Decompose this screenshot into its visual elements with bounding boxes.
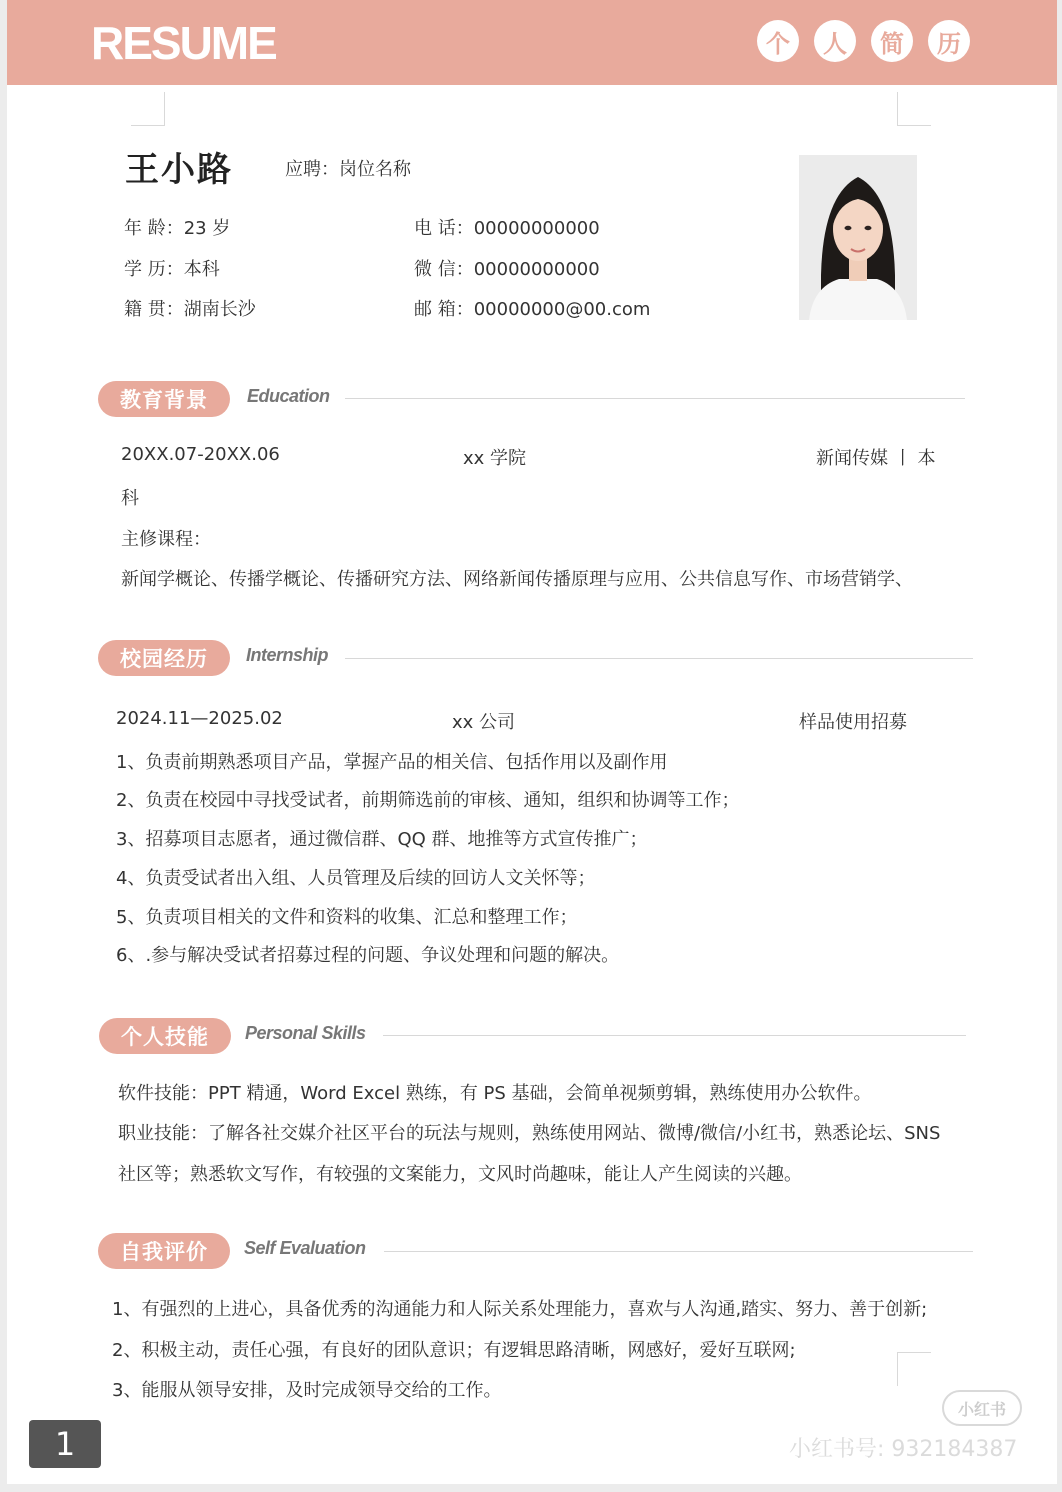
skill-line: 社区等；熟悉软文写作，有较强的文案能力，文风时尚趣味，能让人产生阅读的兴趣。 bbox=[118, 1164, 802, 1185]
section-divider bbox=[345, 658, 973, 659]
self-eval-item: 1、有强烈的上进心，具备优秀的沟通能力和人际关系处理能力，喜欢与人沟通,踏实、努力、善于创新; bbox=[112, 1299, 928, 1320]
section-education-title: 教育背景 bbox=[98, 381, 230, 417]
candidate-name: 王小路 bbox=[125, 150, 233, 190]
skill-line: 软件技能：PPT 精通，Word Excel 熟练，有 PS 基础，会简单视频剪辑，熟练使用办公软件。 bbox=[118, 1083, 872, 1104]
tag-char-2: 人 bbox=[814, 20, 856, 62]
info-wechat: 微 信：00000000000 bbox=[414, 259, 600, 280]
page-number-badge: 1 bbox=[29, 1420, 101, 1468]
section-divider bbox=[383, 1035, 966, 1036]
edu-school: xx 学院 bbox=[463, 448, 527, 469]
apply-position: 应聘：岗位名称 bbox=[285, 159, 411, 180]
intern-role: 样品使用招募 bbox=[799, 712, 907, 733]
corner-mark-bottom-right bbox=[897, 1352, 931, 1386]
header-bar bbox=[7, 0, 1057, 85]
intern-item: 1、负责前期熟悉项目产品，掌握产品的相关信、包括作用以及副作用 bbox=[116, 752, 668, 773]
resume-title: RESUME bbox=[91, 17, 276, 69]
info-email: 邮 箱：00000000@00.com bbox=[414, 299, 651, 320]
tag-char-3: 简 bbox=[871, 20, 913, 62]
self-eval-item: 3、能服从领导安排，及时完成领导交给的工作。 bbox=[112, 1380, 502, 1401]
edu-period: 20XX.07-20XX.06 bbox=[121, 444, 280, 465]
info-education: 学 历：本科 bbox=[124, 259, 220, 280]
profile-photo bbox=[799, 155, 917, 320]
tag-char-4: 历 bbox=[928, 20, 970, 62]
edu-courses: 新闻学概论、传播学概论、传播研究方法、网络新闻传播原理与应用、公共信息写作、市场营销学、 bbox=[121, 569, 913, 590]
intern-period: 2024.11—2025.02 bbox=[116, 708, 283, 729]
edu-degree-wrap: 科 bbox=[121, 488, 139, 509]
intern-company: xx 公司 bbox=[452, 712, 516, 733]
section-divider bbox=[384, 1251, 973, 1252]
resume-page bbox=[7, 0, 1057, 1484]
edu-major: 新闻传媒 丨 本 bbox=[816, 448, 936, 469]
intern-item: 6、.参与解决受试者招募过程的问题、争议处理和问题的解决。 bbox=[116, 945, 620, 966]
title-tag-circles bbox=[757, 20, 970, 62]
section-skills-subtitle: Personal Skills bbox=[245, 1023, 366, 1043]
intern-item: 4、负责受试者出入组、人员管理及后续的回访人文关怀等； bbox=[116, 868, 596, 889]
info-age: 年 龄：23 岁 bbox=[124, 218, 231, 239]
watermark-id: 小红书号: 932184387 bbox=[789, 1437, 1018, 1462]
intern-item: 2、负责在校园中寻找受试者，前期筛选前的审核、通知，组织和协调等工作； bbox=[116, 790, 740, 811]
section-self-eval-title: 自我评价 bbox=[98, 1233, 230, 1269]
corner-mark-top-right bbox=[897, 92, 931, 126]
intern-item: 3、招募项目志愿者，通过微信群、QQ 群、地推等方式宣传推广； bbox=[116, 829, 648, 850]
section-internship-subtitle: Internship bbox=[246, 645, 329, 665]
watermark-badge: 小红书 bbox=[942, 1390, 1022, 1426]
edu-courses-label: 主修课程： bbox=[121, 529, 211, 550]
info-hometown: 籍 贯：湖南长沙 bbox=[124, 299, 256, 320]
section-self-eval-subtitle: Self Evaluation bbox=[244, 1238, 366, 1258]
section-education-subtitle: Education bbox=[247, 386, 330, 406]
section-internship-title: 校园经历 bbox=[98, 640, 230, 676]
self-eval-item: 2、积极主动，责任心强，有良好的团队意识；有逻辑思路清晰，网感好，爱好互联网; bbox=[112, 1340, 796, 1361]
skill-line: 职业技能：了解各社交媒介社区平台的玩法与规则，熟练使用网站、微博/微信/小红书，熟悉论坛、SNS bbox=[118, 1123, 941, 1144]
info-phone: 电 话：00000000000 bbox=[414, 218, 600, 239]
section-divider bbox=[345, 398, 965, 399]
corner-mark-top-left bbox=[131, 92, 165, 126]
intern-item: 5、负责项目相关的文件和资料的收集、汇总和整理工作； bbox=[116, 907, 578, 928]
portrait-image bbox=[799, 155, 917, 320]
tag-char-1: 个 bbox=[757, 20, 799, 62]
section-skills-title: 个人技能 bbox=[99, 1018, 231, 1054]
